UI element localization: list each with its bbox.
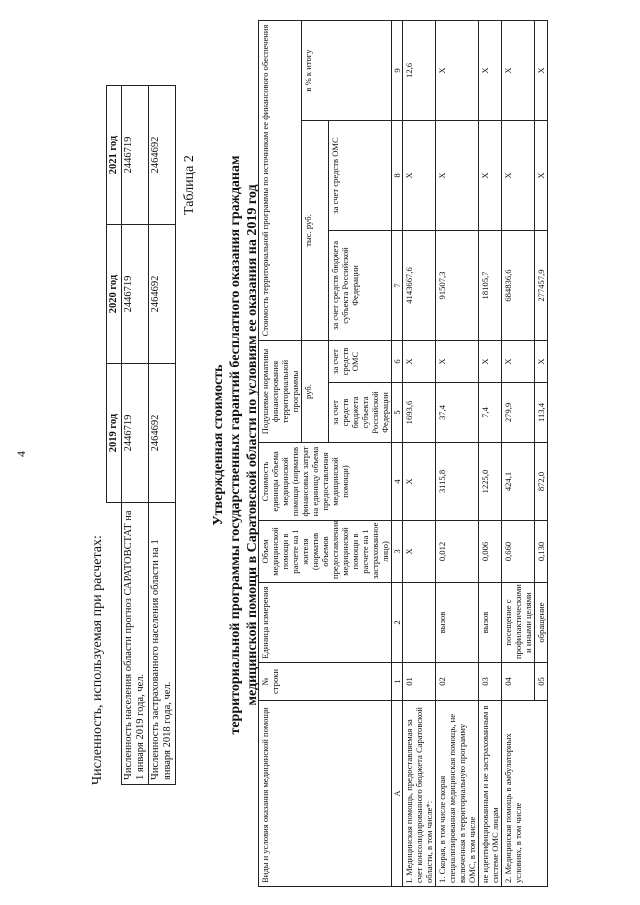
row-total-oms: Х — [502, 121, 535, 231]
row-total-oms: Х — [535, 121, 548, 231]
table-label: Таблица 2 — [182, 155, 197, 215]
row-number: 01 — [403, 663, 436, 701]
row-unit: посещение с профилактическими и иными целями — [502, 583, 535, 663]
table-row — [436, 20, 479, 886]
population-row-value: 2446719 — [122, 86, 149, 225]
column-number: 1 — [392, 663, 403, 701]
row-volume: 0,130 — [535, 521, 548, 583]
col-header-rub: руб. — [302, 341, 329, 443]
row-unit: вызов — [436, 583, 479, 663]
population-row-value: 2464692 — [149, 225, 176, 364]
year-2020-header: 2020 год — [107, 225, 122, 364]
row-volume: 0,660 — [502, 521, 535, 583]
col-header-volume: Объем медицинской помощи в расчете на 1 жителя (норматив объемов предоставления медицинской помощи в расчете на 1 застрахованное лицо) — [259, 521, 392, 583]
row-per-capita-budget: 1693,6 — [403, 383, 436, 443]
col-header-budget-total: за счет средств бюджета субъекта Российской Федерации — [329, 231, 392, 341]
row-unit: вызов — [479, 583, 502, 663]
population-row-value: 2464692 — [149, 86, 176, 225]
document-heading — [210, 135, 261, 755]
col-header-budget: за счет средств бюджета субъекта Российской Федерации — [329, 383, 392, 443]
column-number: 2 — [392, 583, 403, 663]
row-per-capita-budget: 279,9 — [502, 383, 535, 443]
column-number: А — [392, 701, 403, 887]
heading-line-2: территориальной программы государственных гарантий бесплатного оказания гражданам — [228, 155, 243, 735]
row-percent: Х — [436, 20, 479, 120]
row-volume: 0,012 — [436, 521, 479, 583]
heading-line-1: Утвержденная стоимость — [211, 364, 226, 526]
row-label: 1. Скорая, в том числе скорая специализированная медицинская помощь, не включенная в территориальную программу ОМС, в том числе — [436, 701, 479, 887]
population-row-value: 2446719 — [122, 225, 149, 364]
col-header-total-cost: Стоимость территориальной программы по источникам ее финансового обеспечения — [259, 20, 302, 340]
row-unit-cost: 3115,8 — [436, 443, 479, 521]
row-percent: Х — [479, 20, 502, 120]
population-row — [122, 86, 149, 785]
row-unit-cost: Х — [403, 443, 436, 521]
population-row-value: 2446719 — [122, 364, 149, 503]
table-row — [403, 20, 436, 886]
column-number: 4 — [392, 443, 403, 521]
col-header-per-capita: Подушевые нормативы финансирования территориальной программы — [259, 341, 302, 443]
row-unit — [403, 583, 436, 663]
row-volume: 0,006 — [479, 521, 502, 583]
population-row-label: Численность застрахованного населения области на 1 января 2018 года, чел. — [149, 503, 176, 785]
row-total-budget: 684836,6 — [502, 231, 535, 341]
population-table — [106, 85, 176, 785]
row-percent: Х — [502, 20, 535, 120]
row-per-capita-oms: Х — [403, 341, 436, 383]
population-row-label: Численность населения области прогноз САРАТОВСТАТ на 1 января 2019 года, чел. — [122, 503, 149, 785]
row-number: 02 — [436, 663, 479, 701]
row-total-oms: Х — [436, 121, 479, 231]
cost-header-row-1 — [259, 20, 302, 886]
row-unit: обращение — [535, 583, 548, 663]
row-unit-cost: 872,0 — [535, 443, 548, 521]
row-per-capita-budget: 113,4 — [535, 383, 548, 443]
row-unit-cost: 424,1 — [502, 443, 535, 521]
table-row — [502, 20, 535, 886]
table-row — [479, 20, 502, 886]
cost-table — [258, 20, 548, 887]
column-number: 9 — [392, 20, 403, 120]
row-total-budget: 277457,9 — [535, 231, 548, 341]
row-total-oms: Х — [479, 121, 502, 231]
row-number: 03 — [479, 663, 502, 701]
year-2021-header: 2021 год — [107, 86, 122, 225]
row-total-budget: 91507,3 — [436, 231, 479, 341]
col-header-row-no: № строки — [259, 663, 392, 701]
year-2019-header: 2019 год — [107, 364, 122, 503]
page-number: 4 — [14, 451, 28, 457]
row-volume: Х — [403, 521, 436, 583]
row-label: 2. Медицинская помощь в амбулаторных условиях, в том числе — [502, 701, 548, 887]
row-unit-cost: 1225,0 — [479, 443, 502, 521]
col-header-kinds: Виды и условия оказания медицинской помощи — [259, 701, 392, 887]
row-per-capita-oms: Х — [502, 341, 535, 383]
row-percent: Х — [535, 20, 548, 120]
col-header-thous-rub: тыс. руб. — [302, 121, 329, 341]
row-per-capita-oms: Х — [535, 341, 548, 383]
population-caption: Численность, используемая при расчетах: — [90, 535, 105, 785]
row-label: не идентифицированным и не застрахованным в системе ОМС лицам — [479, 701, 502, 887]
col-header-oms-total: за счет средств ОМС — [329, 121, 392, 231]
col-header-unit-cost: Стоимость единицы объема медицинской помощи (норматив финансовых затрат на единицу объема предоставления медицинской помощи) — [259, 443, 392, 521]
population-header-blank — [107, 503, 122, 785]
population-row-value: 2464692 — [149, 364, 176, 503]
row-per-capita-oms: Х — [436, 341, 479, 383]
population-row — [149, 86, 176, 785]
col-header-unit: Единица измерения — [259, 583, 392, 663]
column-number: 7 — [392, 231, 403, 341]
column-number: 6 — [392, 341, 403, 383]
column-number-row — [392, 20, 403, 886]
population-header-row — [107, 86, 122, 785]
row-per-capita-budget: 37,4 — [436, 383, 479, 443]
column-number: 5 — [392, 383, 403, 443]
row-number: 05 — [535, 663, 548, 701]
row-total-budget: 18105,7 — [479, 231, 502, 341]
row-label: I. Медицинская помощь, предоставляемая за счет консолидированного бюджета Саратовской области, в том числе*: — [403, 701, 436, 887]
col-header-oms: за счет средств ОМС — [329, 341, 392, 383]
row-total-oms: Х — [403, 121, 436, 231]
row-total-budget: 4143667,6 — [403, 231, 436, 341]
column-number: 8 — [392, 121, 403, 231]
row-per-capita-budget: 7,4 — [479, 383, 502, 443]
row-number: 04 — [502, 663, 535, 701]
col-header-percent: в % к итогу — [302, 20, 392, 120]
heading-line-3: медицинской помощи в Саратовской области по условиям ее оказания на 2019 год — [245, 184, 260, 706]
column-number: 3 — [392, 521, 403, 583]
row-percent: 12,6 — [403, 20, 436, 120]
row-per-capita-oms: Х — [479, 341, 502, 383]
